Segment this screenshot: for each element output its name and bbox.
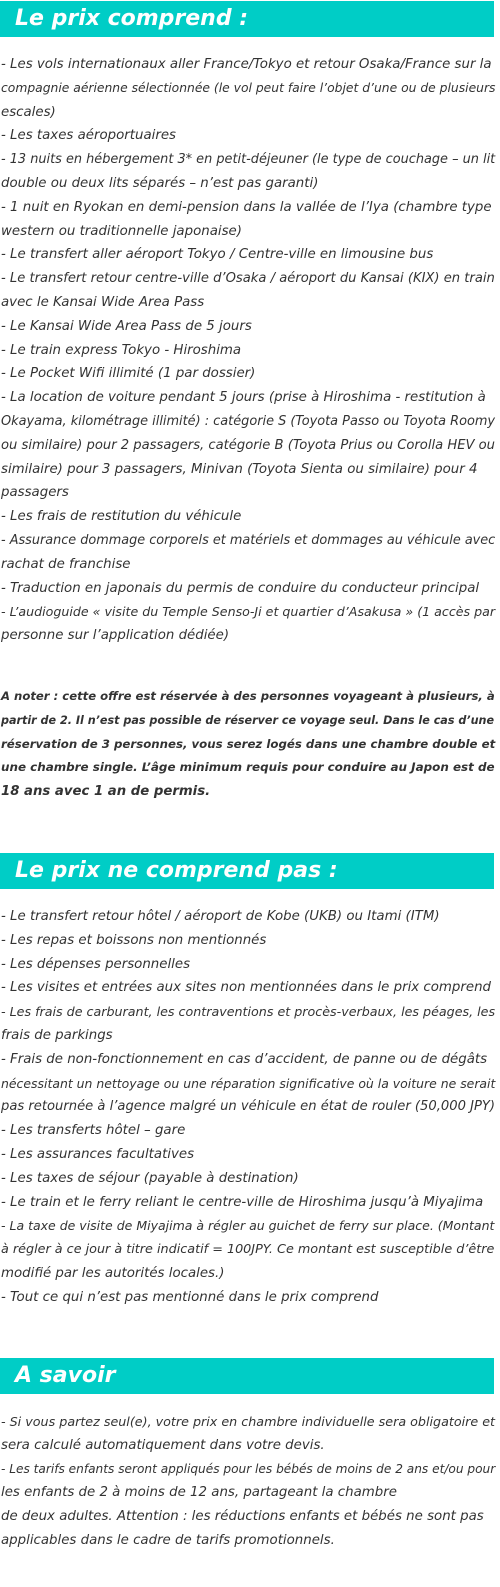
excludes-list [1, 905, 497, 1310]
note-line: partir de 2. Il n’est pas possible de réserver ce voyage seul. Dans le cas d’une [1, 713, 495, 727]
section-title: Le prix ne comprend pas : [15, 858, 338, 883]
list-line: double ou deux lits séparés – n’est pas garanti) [1, 175, 319, 191]
list-line: - Le transfert aller aéroport Tokyo / Centre-ville en limousine bus [1, 247, 434, 263]
list-line: - Les transferts hôtel – gare [1, 1123, 186, 1139]
list-line: ou similaire) pour 2 passagers, catégorie B (Toyota Prius ou Corolla HEV ou [1, 437, 495, 453]
list-line: passagers [1, 485, 69, 501]
list-line: à régler à ce jour à titre indicatif = 100JPY. Ce montant est susceptible d’être [1, 1242, 495, 1258]
list-line: - Traduction en japonais du permis de conduire du conducteur principal [1, 580, 480, 596]
list-line: personne sur l’application dédiée) [1, 628, 230, 644]
note-line: A noter : cette offre est réservée à des personnes voyageant à plusieurs, à [1, 689, 495, 703]
list-line: frais de parkings [1, 1027, 113, 1043]
list-line: - Le Kansai Wide Area Pass de 5 jours [1, 318, 252, 334]
list-line: sera calculé automatiquement dans votre devis. [1, 1437, 325, 1453]
list-line: - 13 nuits en hébergement 3* en petit-déjeuner (le type de couchage – un lit [1, 152, 496, 168]
list-line: les enfants de 2 à moins de 12 ans, partageant la chambre [1, 1485, 397, 1501]
list-line: - Assurance dommage corporels et matériels et dommages au véhicule avec [1, 532, 496, 548]
list-line: - Frais de non-fonctionnement en cas d’accident, de panne ou de dégâts [1, 1051, 488, 1067]
list-line: - Les dépenses personnelles [1, 956, 191, 972]
list-line: - Les taxes de séjour (payable à destination) [1, 1170, 299, 1186]
list-line: avec le Kansai Wide Area Pass [1, 294, 205, 310]
includes-list [1, 53, 497, 648]
list-line: - Tout ce qui n’est pas mentionné dans le prix comprend [1, 1289, 379, 1305]
list-line: - Le transfert retour hôtel / aéroport de Kobe (UKB) ou Itami (ITM) [1, 909, 440, 924]
note-line: 18 ans avec 1 an de permis. [1, 784, 211, 800]
note-line: une chambre single. L’âge minimum requis pour conduire au Japon est de [1, 760, 495, 775]
list-line: - Si vous partez seul(e), votre prix en chambre individuelle sera obligatoire et [1, 1414, 496, 1429]
list-line: modifié par les autorités locales.) [1, 1265, 225, 1281]
list-line: - Les frais de restitution du véhicule [1, 509, 242, 525]
list-line: - Le train express Tokyo - Hiroshima [1, 342, 242, 358]
note-line: réservation de 3 personnes, vous serez logés dans une chambre double et [1, 736, 496, 751]
list-line: nécessitant un nettoyage ou une réparation significative où la voiture ne serait [1, 1075, 496, 1091]
section-header-excludes [0, 853, 494, 889]
includes-note [1, 685, 497, 804]
list-line: - Le Pocket Wifi illimité (1 par dossier) [1, 366, 256, 382]
list-line: - Les repas et boissons non mentionnés [1, 932, 267, 948]
section-header-info [0, 1358, 494, 1394]
list-line: - 1 nuit en Ryokan en demi-pension dans la vallée de l’Iya (chambre type [1, 199, 492, 215]
list-line: - L’audioguide « visite du Temple Senso-Ji et quartier d’Asakusa » (1 accès par [1, 604, 496, 620]
list-line: similaire) pour 3 passagers, Minivan (Toyota Sienta ou similaire) pour 4 [1, 461, 478, 477]
list-line: western ou traditionnelle japonaise) [1, 223, 242, 239]
list-line: - Les tarifs enfants seront appliqués pour les bébés de moins de 2 ans et/ou pour [1, 1461, 496, 1476]
section-title: A savoir [15, 1363, 116, 1388]
list-line: - Les vols internationaux aller France/Tokyo et retour Osaka/France sur la [1, 57, 492, 72]
list-line: rachat de franchise [1, 556, 131, 572]
list-line: - Le train et le ferry reliant le centre-ville de Hiroshima jusqu’à Miyajima [1, 1194, 484, 1210]
section-title: Le prix comprend : [15, 6, 249, 31]
list-line: - Le transfert retour centre-ville d’Osaka / aéroport du Kansai (KIX) en train [1, 271, 495, 287]
list-line: Okayama, kilométrage illimité) : catégorie S (Toyota Passo ou Toyota Roomy [1, 413, 496, 429]
list-line: - Les visites et entrées aux sites non mentionnées dans le prix comprend [1, 980, 492, 996]
list-line: - Les assurances facultatives [1, 1146, 195, 1162]
list-line: de deux adultes. Attention : les réductions enfants et bébés ne sont pas [1, 1509, 484, 1525]
list-line: applicables dans le cadre de tarifs promotionnels. [1, 1532, 335, 1548]
list-line: - Les taxes aéroportuaires [1, 128, 176, 144]
list-line: - La taxe de visite de Miyajima à régler au guichet de ferry sur place. (Montant [1, 1218, 495, 1234]
list-line: compagnie aérienne sélectionnée (le vol peut faire l’objet d’une ou de plusieurs [1, 80, 496, 95]
list-line: - La location de voiture pendant 5 jours (prise à Hiroshima - restitution à [1, 390, 486, 406]
list-line: - Les frais de carburant, les contraventions et procès-verbaux, les péages, les [1, 1004, 496, 1020]
list-line: pas retournée à l’agence malgré un véhicule en état de rouler (50,000 JPY) [1, 1099, 496, 1115]
list-line: escales) [1, 104, 56, 120]
info-list [1, 1410, 497, 1553]
section-header-includes [0, 1, 494, 37]
